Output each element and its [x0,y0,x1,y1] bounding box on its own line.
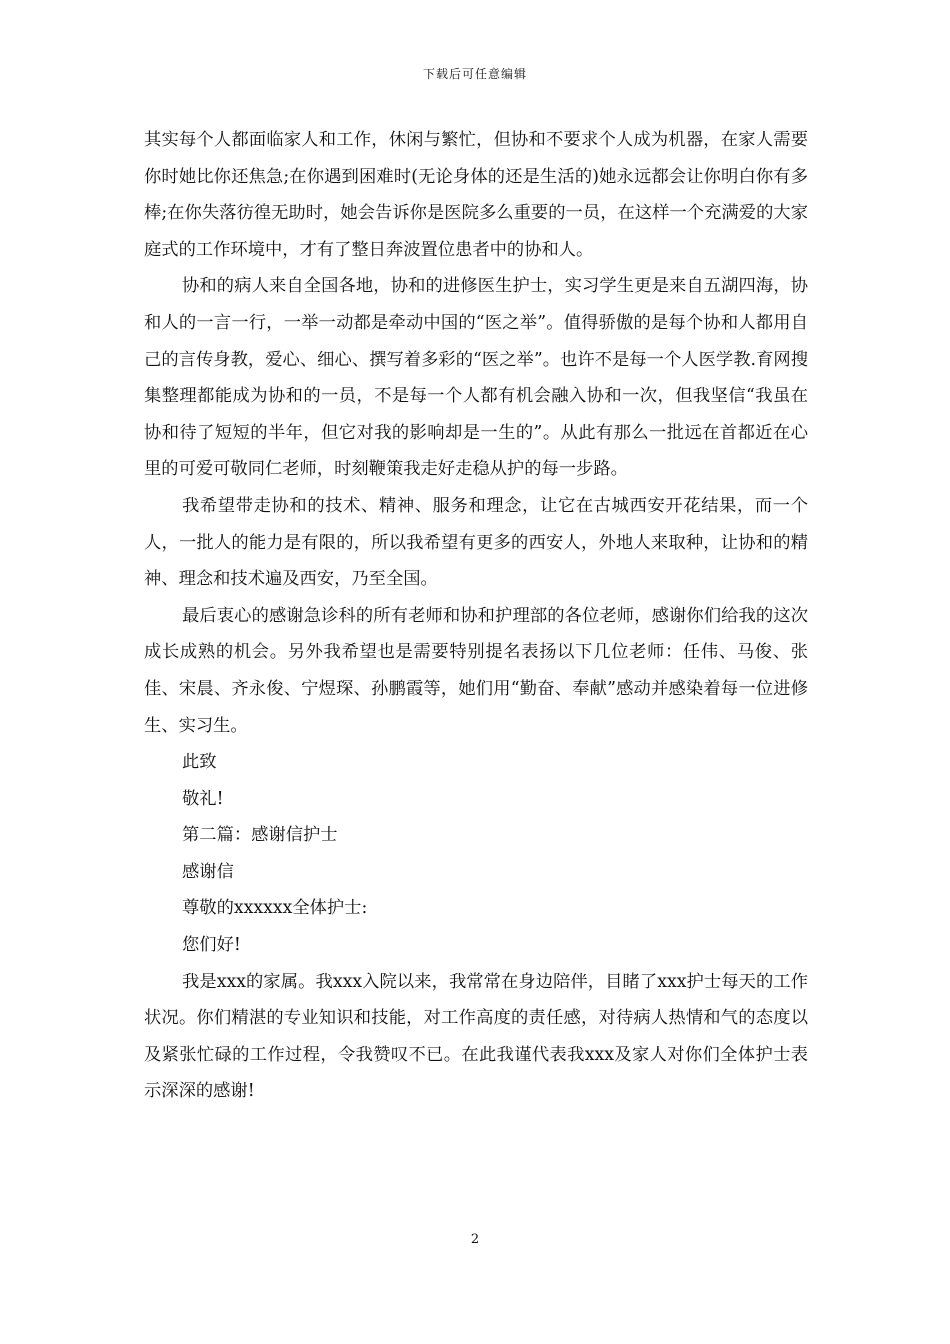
paragraph: 最后衷心的感谢急诊科的所有老师和协和护理部的各位老师，感谢你们给我的这次成长成熟的机会。另外我希望也是需要特别提名表扬以下几位老师：任伟、马俊、张佳、宋晨、齐永俊、宁煜琛、孙鹏霞等，她们用“勤奋、奉献”感动并感染着每一位进修生、实习生。 [144,605,808,736]
page-number: 2 [470,1232,480,1247]
paragraph: 我是xxx的家属。我xxx入院以来，我常常在身边陪伴，目睹了xxx护士每天的工作状况。你们精湛的专业知识和技能，对工作高度的责任感，对待病人热情和气的态度以及紧张忙碌的工作过程，令我赞叹不已。在此我谨代表我xxx及家人对你们全体护士表示深深的感谢! [144,971,808,1102]
letter-title: 感谢信 [182,861,234,882]
paragraph: 协和的病人来自全国各地，协和的进修医生护士，实习学生更是来自五湖四海，协和人的一言一行，一举一动都是牵动中国的“医之举”。值得骄傲的是每个协和人都用自己的言传身教，爱心、细心、撰写着多彩的“医之举”。也许不是每一个人医学教.育网搜集整理都能成为协和的一员，不是每一个人都有机会融入协和一次，但我坚信“我虽在协和待了短短的半年，但它对我的影响却是一生的”。从此有那么一批远在首都近在心里的可爱可敬同仁老师，时刻鞭策我走好走稳从护的每一步路。 [144,276,808,480]
closing-line: 敬礼! [182,788,224,809]
page-header: 下载后可任意编辑 [422,67,527,81]
section-heading: 第二篇：感谢信护士 [182,825,338,846]
paragraph: 我希望带走协和的技术、精神、服务和理念，让它在古城西安开花结果，而一个人，一批人的能力是有限的，所以我希望有更多的西安人，外地人来取种，让协和的精神、理念和技术遍及西安，乃至全国。 [144,495,808,590]
salutation: 尊敬的xxxxxx全体护士: [182,898,368,919]
closing-line: 此致 [182,752,217,773]
document-body [144,122,808,1110]
greeting: 您们好! [182,935,241,956]
paragraph: 其实每个人都面临家人和工作，休闲与繁忙，但协和不要求个人成为机器，在家人需要你时她比你还焦急;在你遇到困难时(无论身体的还是生活的)她永远都会让你明白你有多棒;在你失落彷徨无助时，她会告诉你是医院多么重要的一员，在这样一个充满爱的大家庭式的工作环境中，才有了整日奔波置位患者中的协和人。 [144,130,808,260]
